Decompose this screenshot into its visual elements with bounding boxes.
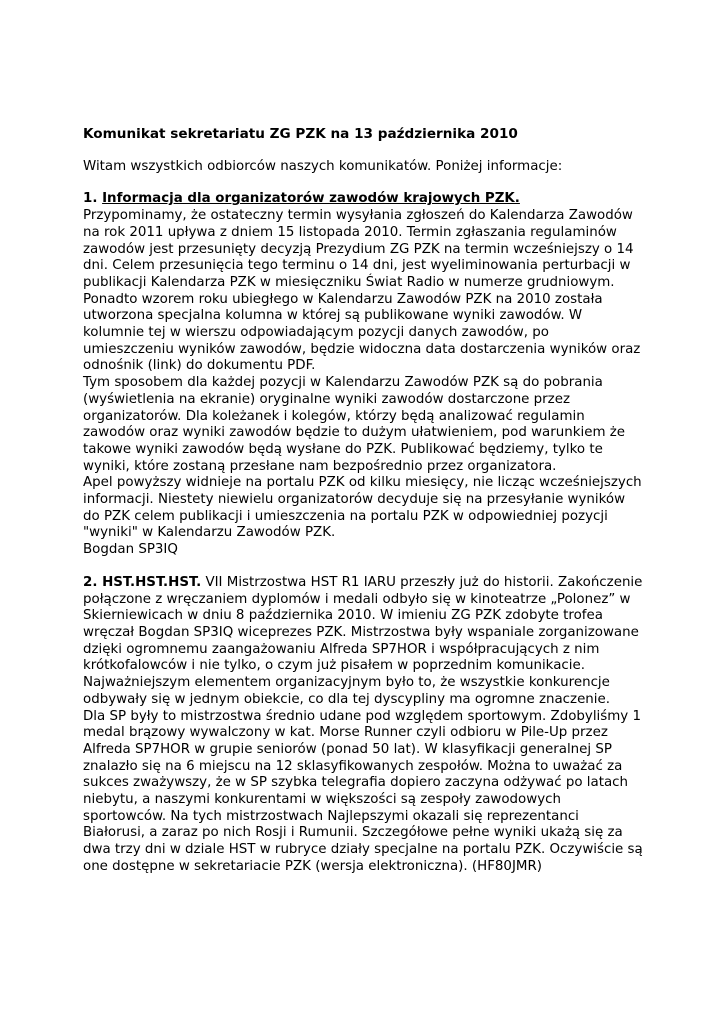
- section-2-paragraph: Dla SP były to mistrzostwa średnio udane pod względem sportowym. Zdobyliśmy 1 medal brązowy wywalczony w kat. Morse Runner czyli odbioru w Pile-Up przez Alfreda SP7HOR w grupie seniorów (ponad 50 lat). W klasyfikacji generalnej SP znalazło się na 6 miejscu na 12 sklasyfikowanych zespołów. Można to uważać za sukces zważywszy, że w SP szybka telegrafia dopiero zaczyna odżywać po latach niebytu, a naszymi konkurentami w większości są zespoły zawodowych sportowców. Na tych mistrzostwach Najlepszymi okazali się reprezentanci Białorusi, a zaraz po nich Rosji i Rumunii. Szczegółowe pełne wyniki ukażą się za dwa trzy dni w dziale HST w rubryce działy specjalne na portalu PZK. Oczywiście są one dostępne w sekretariacie PZK (wersja elektroniczna). (HF80JMR): [83, 708, 643, 874]
- document-title: Komunikat sekretariatu ZG PZK na 13 października 2010: [83, 126, 518, 142]
- section-2-lead: VII Mistrzostwa HST R1 IARU przeszły już do historii. Zakończenie połączone z wręczaniem dyplomów i medali odbyło się w kinoteatrze „Polonez” w Skierniewicach w dniu 8 października 2010. W imieniu ZG PZK zdobyte trofea wręczał Bogdan SP3IQ wiceprezes PZK. Mistrzostwa były wspaniale zorganizowane dzięki ogromnemu zaangażowaniu Alfreda SP7HOR i współpracujących z nim krótkofalowców i nie tylko, o czym już pisałem w poprzednim komunikacie.: [83, 574, 643, 674]
- section-1-heading: Informacja dla organizatorów zawodów krajowych PZK.: [102, 191, 520, 207]
- section-1: [83, 191, 643, 558]
- section-2-lead-paragraph: [83, 575, 643, 675]
- section-1-signature: Bogdan SP3IQ: [83, 542, 178, 558]
- document-page: [83, 126, 643, 892]
- section-1-paragraph: Tym sposobem dla każdej pozycji w Kalendarzu Zawodów PZK są do pobrania (wyświetlenia na ekranie) oryginalne wyniki zawodów dostarczone przez organizatorów. Dla koleżanek i kolegów, którzy będą analizować regulamin zawodów oraz wyniki zawodów będzie to dużym ułatwieniem, pod warunkiem że takowe wyniki zawodów będą wysłane do PZK. Publikować będziemy, tylko te wyniki, które zostaną przesłane nam bezpośrednio przez organizatora.: [83, 375, 626, 474]
- greeting-text: Witam wszystkich odbiorców naszych komunikatów. Poniżej informacje:: [83, 158, 563, 174]
- section-1-paragraph: Przypominamy, że ostateczny termin wysyłania zgłoszeń do Kalendarza Zawodów na rok 2011 upływa z dniem 15 listopada 2010. Termin zgłaszania regulaminów zawodów jest przesunięty decyzją Prezydium ZG PZK na termin wcześniejszy o 14 dni. Celem przesunięcia tego terminu o 14 dni, jest wyeliminowania perturbacji w publikacji Kalendarza PZK w miesięczniku Świat Radio w numerze grudniowym. Ponadto wzorem roku ubiegłego w Kalendarzu Zawodów PZK na 2010 została utworzona specjalna kolumna w której są publikowane wyniki zawodów. W kolumnie tej w wierszu odpowiadającym pozycji danych zawodów, po umieszczeniu wyników zawodów, będzie widoczna data dostarczenia wyników oraz odnośnik (link) do dokumentu PDF.: [83, 208, 641, 374]
- section-2: [83, 575, 643, 876]
- section-1-paragraph: Apel powyższy widnieje na portalu PZK od kilku miesięcy, nie licząc wcześniejszych informacji. Niestety niewielu organizatorów decyduje się na przesyłanie wyników do PZK celem publikacji i umieszczenia na portalu PZK w odpowiedniej pozycji "wyniki" w Kalendarzu Zawodów PZK.: [83, 475, 642, 541]
- section-2-paragraph: Najważniejszym elementem organizacyjnym było to, że wszystkie konkurencje odbywały się w jednym obiekcie, co dla tej dyscypliny ma ogromne znaczenie.: [83, 675, 611, 707]
- section-1-heading-line: [83, 191, 643, 208]
- section-2-heading: 2. HST.HST.HST.: [83, 574, 202, 590]
- section-1-number: 1.: [83, 191, 103, 207]
